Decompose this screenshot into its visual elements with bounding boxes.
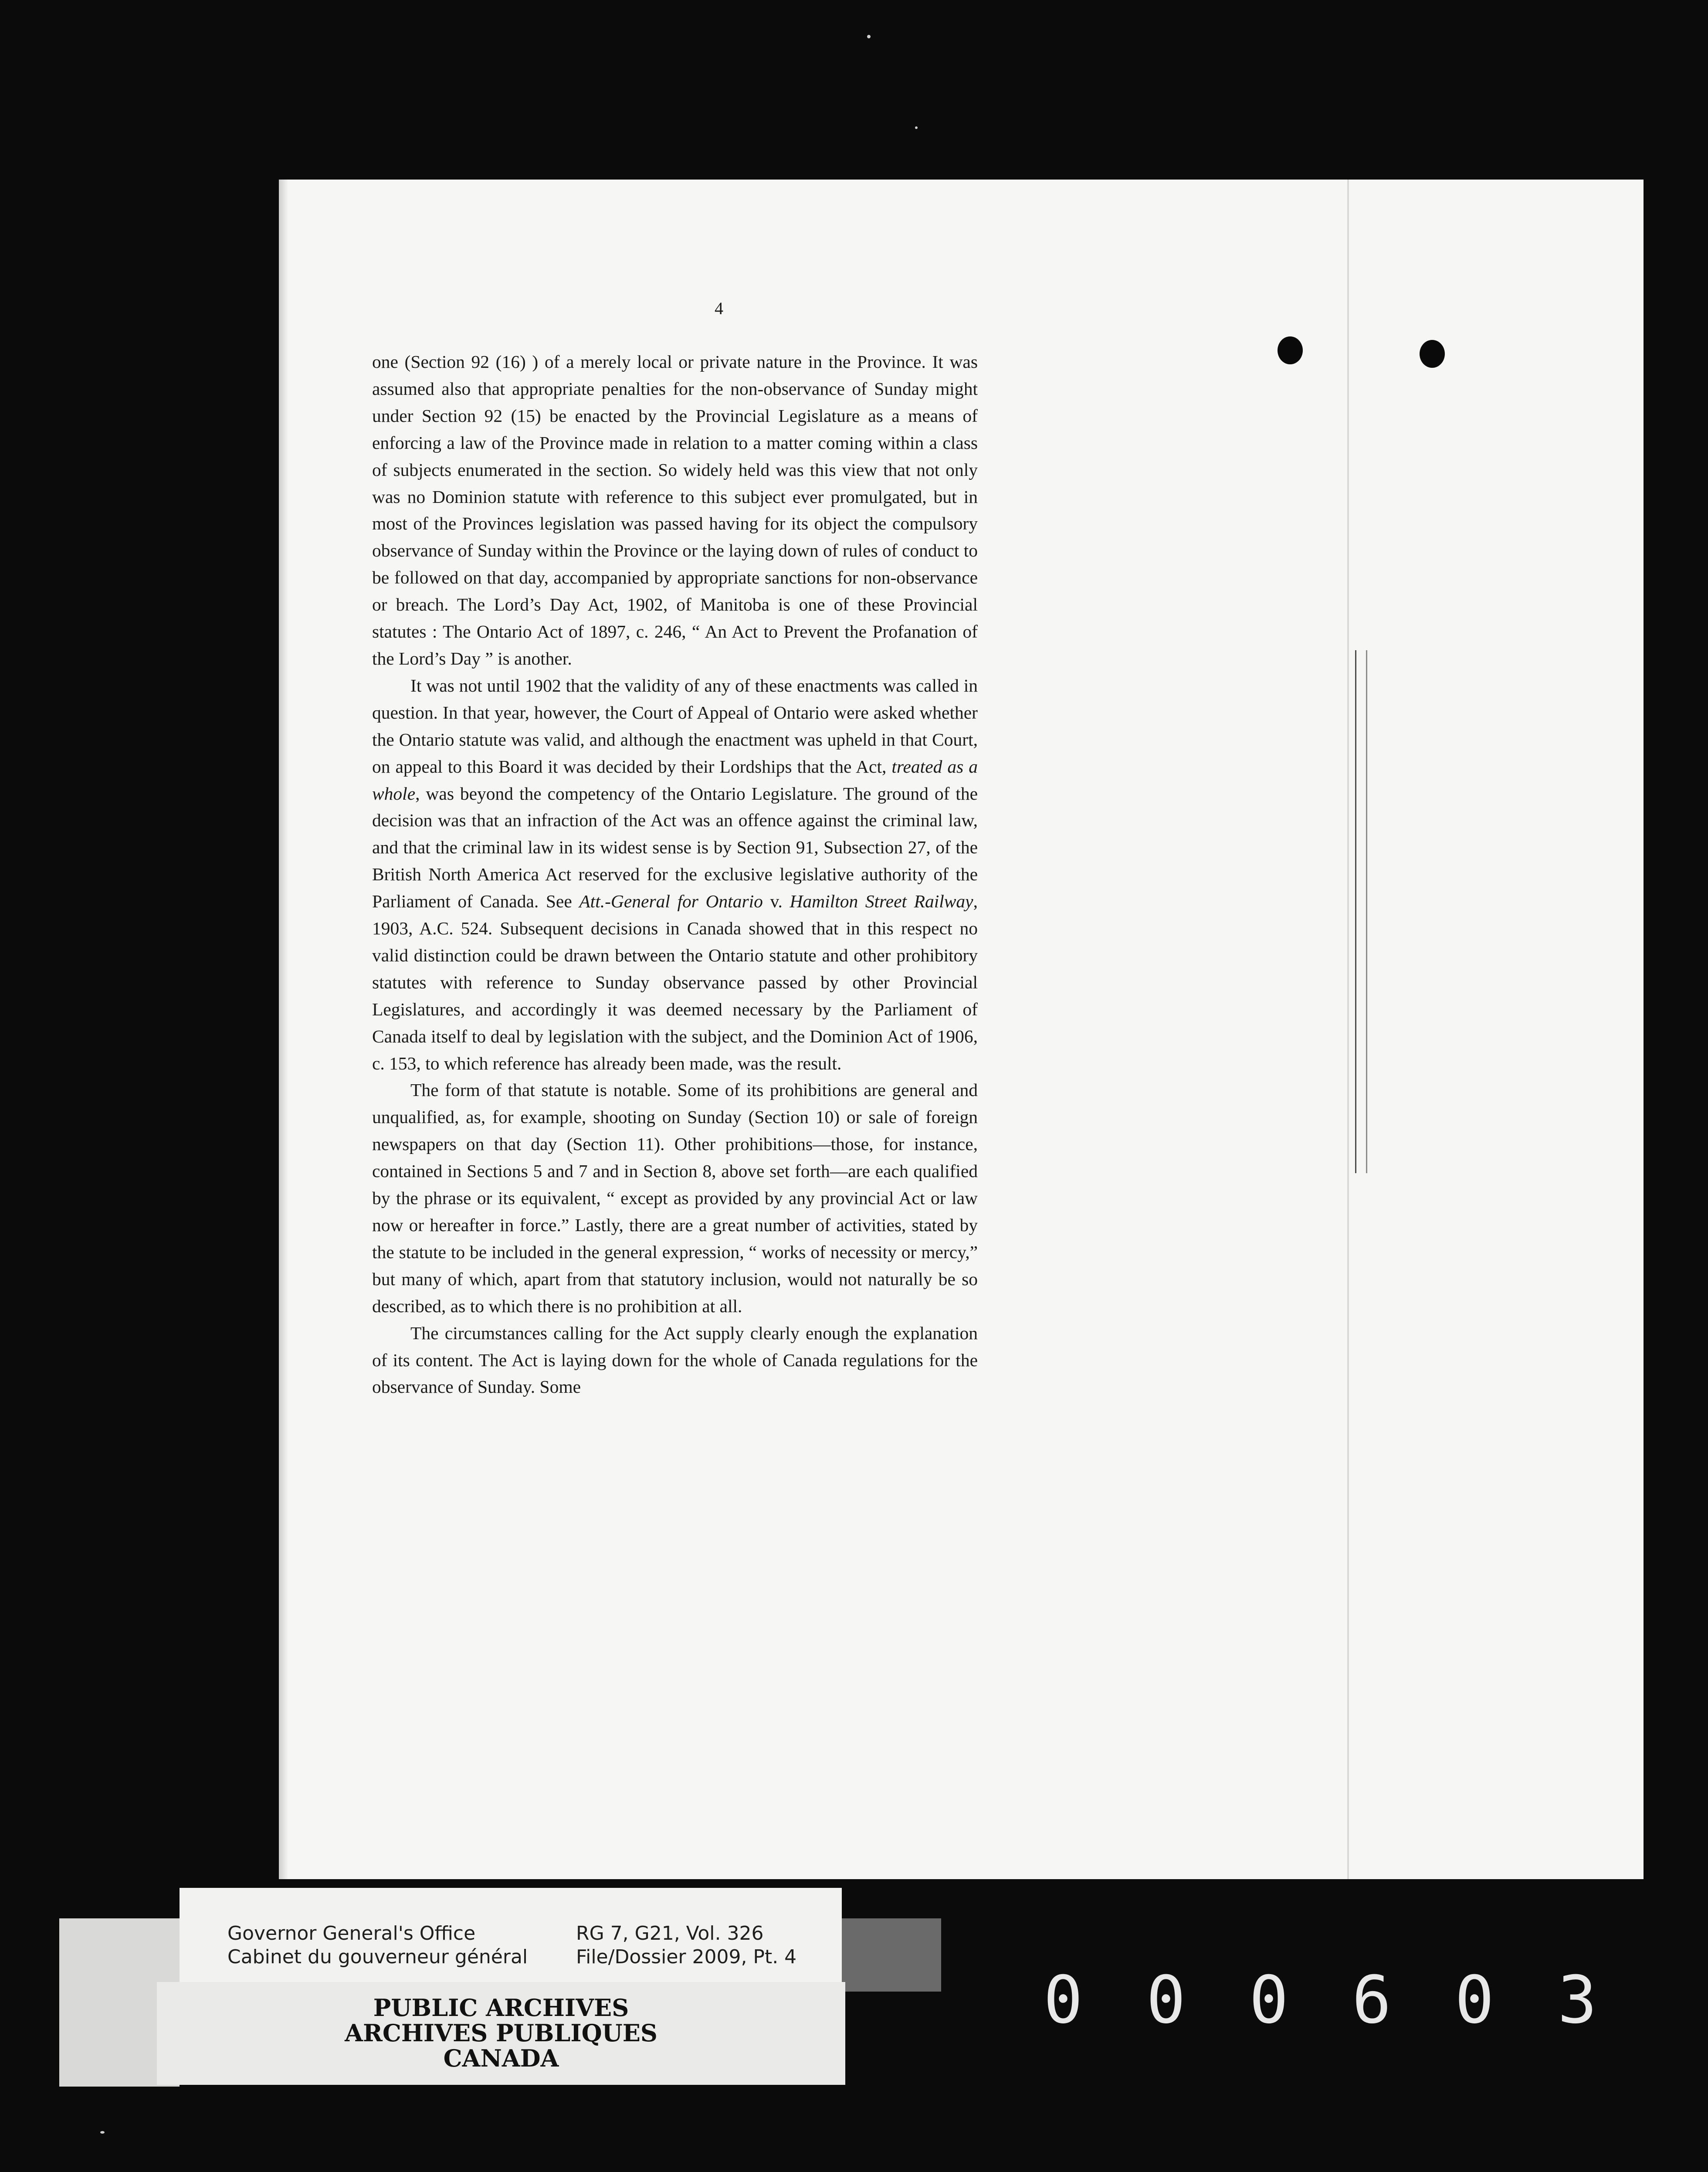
record-group-reference: RG 7, G21, Vol. 326 xyxy=(576,1922,764,1945)
binding-strip xyxy=(1355,650,1367,1173)
film-speck xyxy=(100,2131,105,2134)
punch-hole-left xyxy=(1278,336,1303,364)
page-number: 4 xyxy=(715,299,723,318)
frame-number xyxy=(1037,1962,1603,2038)
paragraph-4: The circumstances calling for the Act supply clearly enough the explanation of its content. The Act is laying down for the whole of Canada regulations for the observance of Sunday. Some xyxy=(372,1323,978,1397)
film-speck xyxy=(867,35,871,38)
paragraph-3: The form of that statute is notable. Some of its prohibitions are general and unqualified, as, for example, shooting on Sunday (Section 10) or sale of foreign newspapers on that day (Section 11). Other prohibitions—those, for instance, contained in Sections 5 and 7 and in Section 8, above set forth—are each qualified by the phrase or its equivalent, “ except as provided by any provincial Act or law now or hereafter in force.” Lastly, there are a great number of activities, stated by the statute to be included in the general expression, “ works of necessity or mercy,” but many of which, apart from that statutory inclusion, would not naturally be so described, as to which there is no prohibition at all. xyxy=(372,1080,978,1316)
paragraph-1: one (Section 92 (16) ) of a merely local or private nature in the Province. It was assumed also that appropriate penalties for the non-observance of Sunday might under Section 92 (15) be enacted by the Provincial Legislature as a means of enforcing a law of the Province made in relation to a matter coming within a class of subjects enumerated in the section. So widely held was this view that not only was no Dominion statute with reference to this subject ever promulgated, but in most of the Provinces legislation was passed having for its object the compulsory observance of Sunday within the Province or the laying down of rules of conduct to be followed on that day, accompanied by appropriate sanctions for non-observance or breach. The Lord’s Day Act, 1902, of Manitoba is one of these Provincial statutes : The Ontario Act of 1897, c. 246, “ An Act to Prevent the Profanation of the Lord’s Day ” is another. xyxy=(372,352,978,669)
archive-reference-grid xyxy=(227,1922,837,1969)
body-text xyxy=(372,349,978,1401)
film-speck xyxy=(915,126,918,129)
frame-digit: 6 xyxy=(1352,1962,1392,2038)
frame-digit: 0 xyxy=(1454,1962,1494,2038)
office-french: Cabinet du gouverneur général xyxy=(227,1946,528,1968)
label-tab-right xyxy=(841,1918,941,1992)
stamp-line-1: PUBLIC ARCHIVES xyxy=(373,1994,629,2022)
page-edge-shadow xyxy=(279,180,288,1879)
paragraph-2: It was not until 1902 that the validity of any of these enactments was called in question. In that year, however, the Court of Appeal of Ontario were asked whether the Ontario statute was valid, and although the enactment was upheld in that Court, on appeal to this Board it was decided by their Lordships that the Act, treated as a whole, was beyond the competency of the Ontario Legislature. The ground of the decision was that an infraction of the Act was an offence against the criminal law, and that the criminal law in its widest sense is by Section 91, Subsection 27, of the British North America Act reserved for the exclusive legislative authority of the Parliament of Canada. See Att.-General for Ontario v. Hamilton Street Railway, 1903, A.C. 524. Subsequent decisions in Canada showed that in this respect no valid distinction could be drawn between the Ontario statute and other prohibitory statutes with reference to Sunday observance passed by other Provincial Legislatures, and accordingly it was deemed necessary by the Parliament of Canada itself to deal by legislation with the subject, and the Dominion Act of 1906, c. 153, to which reference has already been made, was the result. xyxy=(372,675,978,1073)
archives-stamp xyxy=(157,1982,845,2085)
archives-stamp-text xyxy=(157,1995,845,2071)
punch-hole-right xyxy=(1420,340,1445,368)
archive-reference-label xyxy=(180,1888,842,1982)
stamp-line-3: CANADA xyxy=(443,2044,559,2072)
frame-digit: 3 xyxy=(1557,1962,1597,2038)
frame-digit: 0 xyxy=(1043,1962,1083,2038)
label-row-1 xyxy=(227,1922,837,1945)
frame-digit: 0 xyxy=(1146,1962,1186,2038)
frame-digit: 0 xyxy=(1249,1962,1289,2038)
stamp-line-2: ARCHIVES PUBLIQUES xyxy=(345,2019,657,2047)
office-english: Governor General's Office xyxy=(227,1922,476,1945)
page-fold-line xyxy=(1347,180,1349,1879)
label-row-2 xyxy=(227,1945,837,1969)
file-reference: File/Dossier 2009, Pt. 4 xyxy=(576,1946,797,1968)
document-page xyxy=(279,180,1644,1879)
